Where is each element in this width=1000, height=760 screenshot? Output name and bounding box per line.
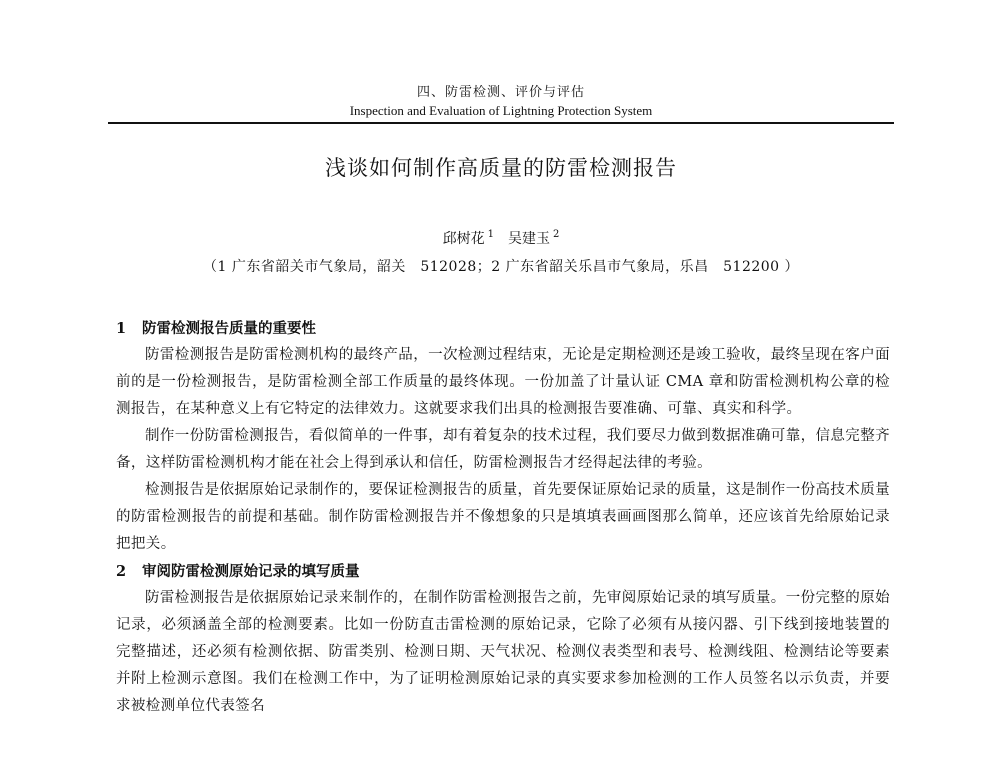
header-rule [108, 122, 894, 124]
running-header-chinese: 四、防雷检测、评价与评估 [416, 85, 585, 100]
section-1-paragraph-2: 制作一份防雷检测报告，看似简单的一件事，却有着复杂的技术过程，我们要尽力做到数据准确可靠，信息完整齐备，这样防雷检测机构才能在社会上得到承认和信任，防雷检测报告才经得起法律的考验。 [116, 428, 890, 471]
paper-title: 浅谈如何制作高质量的防雷检测报告 [325, 156, 677, 180]
author-1-name: 邱树花 [442, 230, 485, 247]
section-2-number: 2 [116, 563, 127, 580]
section-1-paragraph-1: 防雷检测报告是防雷检测机构的最终产品，一次检测过程结束，无论是定期检测还是竣工验收，最终呈现在客户面前的是一份检测报告，是防雷检测全部工作质量的最终体现。一份加盖了计量认证 CMA 章和防雷检测机构公章的检测报告，在某种意义上有它特定的法律效力。这就要求我们出具的检测报告要准确、可靠、真实和科学。 [116, 347, 890, 417]
running-header [108, 84, 894, 119]
author-1 [443, 231, 494, 247]
section-2-heading [116, 558, 890, 585]
section-1-heading [116, 315, 890, 342]
section-2-title: 审阅防雷检测原始记录的填写质量 [142, 563, 360, 580]
author-2-name: 吴建玉 [508, 230, 550, 247]
section-1-number: 1 [116, 320, 127, 337]
author-2 [508, 231, 559, 247]
author-1-mark: 1 [487, 229, 494, 240]
author-line [108, 224, 894, 250]
section-1-paragraph-3: 检测报告是依据原始记录制作的，要保证检测报告的质量，首先要保证原始记录的质量，这是制作一份高技术质量的防雷检测报告的前提和基础。制作防雷检测报告并不像想象的只是填填表画画图那么简单，还应该首先给原始记录把把关。 [116, 482, 890, 552]
affiliation-line: （1 广东省韶关市气象局，韶关 512028；2 广东省韶关乐昌市气象局，乐昌 512200 ） [202, 259, 800, 275]
section-2-paragraph-1: 防雷检测报告是依据原始记录来制作的，在制作防雷检测报告之前，先审阅原始记录的填写质量。一份完整的原始记录，必须涵盖全部的检测要素。比如一份防直击雷检测的原始记录，它除了必须有从接闪器、引下线到接地装置的完整描述，还必须有检测依据、防雷类别、检测日期、天气状况、检测仪表类型和表号、检测线阻、检测结论等要素并附上检测示意图。我们在检测工作中，为了证明检测原始记录的真实要求参加检测的工作人员签名以示负责，并要求被检测单位代表签名 [116, 590, 890, 714]
author-2-mark: 2 [553, 229, 560, 240]
section-1-title: 防雷检测报告质量的重要性 [142, 320, 316, 337]
body-text [116, 315, 890, 720]
running-header-english: Inspection and Evaluation of Lightning Protection System [349, 103, 653, 118]
